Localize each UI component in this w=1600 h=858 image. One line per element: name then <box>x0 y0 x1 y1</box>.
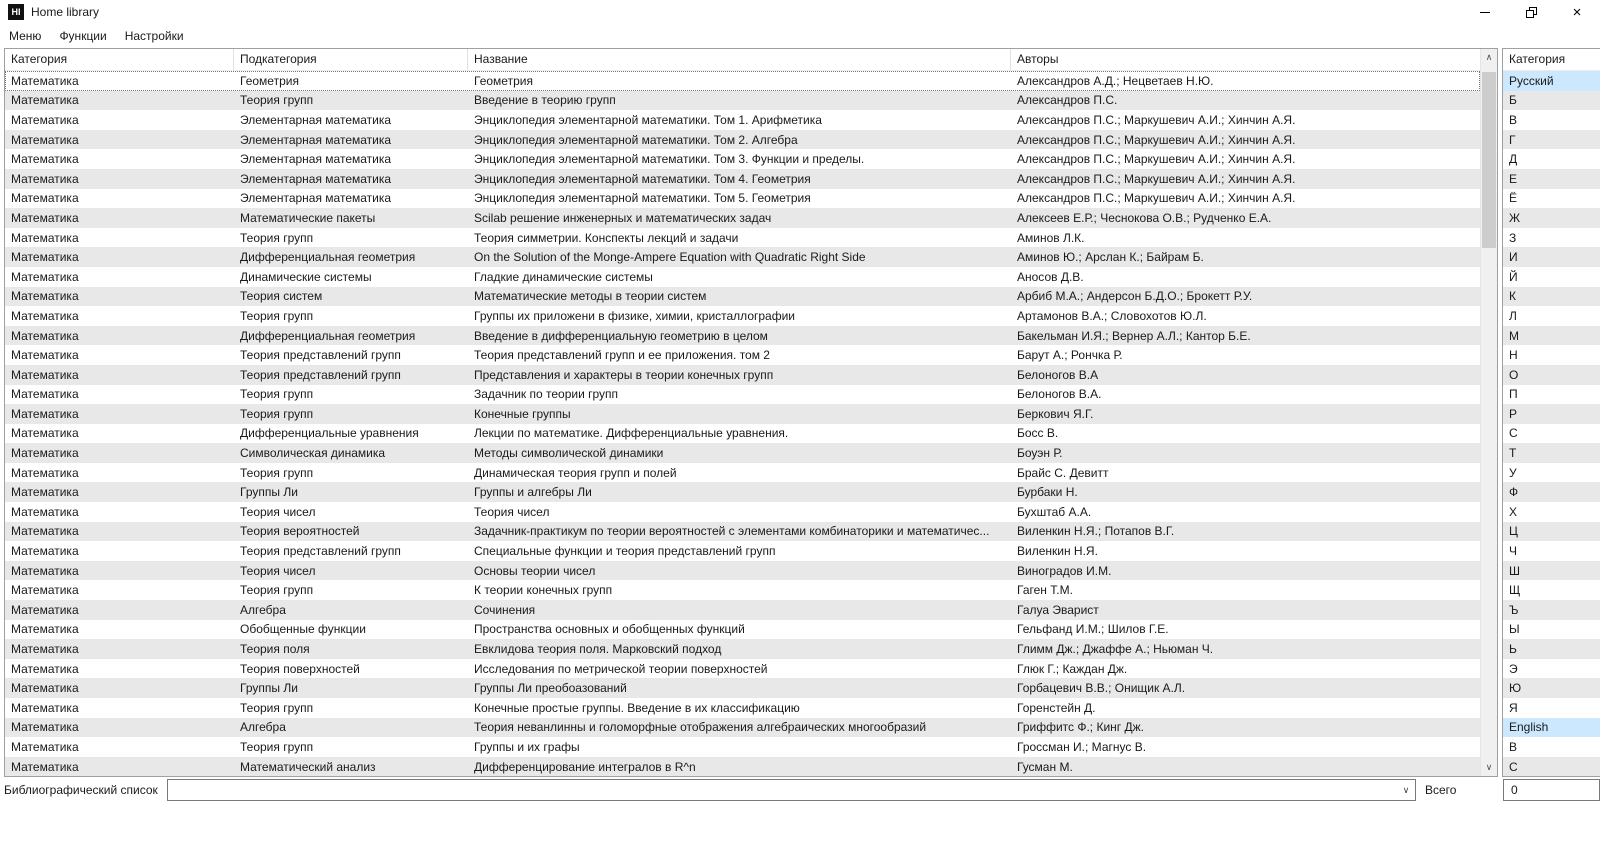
table-cell: Гаген Т.М. <box>1017 583 1073 598</box>
table-cell: Теория чисел <box>240 563 316 578</box>
table-cell: Математика <box>11 485 79 500</box>
table-cell: Александров П.С.; Маркушевич А.И.; Хинчин А.Я. <box>1017 171 1296 186</box>
table-cell: Специальные функции и теория представлений групп <box>474 544 776 559</box>
table-cell: Группы Ли преобоазований <box>474 681 627 696</box>
table-cell: Математика <box>11 720 79 735</box>
table-cell: Теория групп <box>240 308 314 323</box>
table-cell: Дифференциальные уравнения <box>240 426 419 441</box>
column-header-2[interactable]: Название <box>468 49 1011 70</box>
table-row[interactable] <box>5 718 1480 738</box>
table-cell: Математический анализ <box>240 759 376 774</box>
table-cell: Математика <box>11 191 79 206</box>
table-cell: Горбацевич В.В.; Онищик А.Л. <box>1017 681 1186 696</box>
app-logo-icon: HI <box>8 4 24 20</box>
table-cell: Задачник-практикум по теории вероятностей с элементами комбинаторики и математичес... <box>474 524 990 539</box>
scroll-up-button[interactable] <box>1481 49 1497 66</box>
table-row[interactable] <box>5 600 1480 620</box>
table-cell: Математика <box>11 367 79 382</box>
table-cell: Математика <box>11 524 79 539</box>
table-cell: Энциклопедия элементарной математики. Том 2. Алгебра <box>474 132 798 147</box>
sidebar-item[interactable]: Д <box>1503 149 1600 169</box>
restore-icon <box>1526 7 1537 18</box>
sidebar-item[interactable]: Ъ <box>1503 600 1600 620</box>
minimize-icon <box>1480 12 1490 13</box>
table-cell: Математические методы в теории систем <box>474 289 707 304</box>
menu-item-2[interactable]: Настройки <box>124 28 184 43</box>
table-cell: Алексеев Е.Р.; Чеснокова О.В.; Рудченко Е.А. <box>1017 210 1272 225</box>
table-cell: Теория поверхностей <box>240 661 360 676</box>
table-cell: Математика <box>11 759 79 774</box>
menu-bar <box>0 24 1600 47</box>
table-cell: Элементарная математика <box>240 152 392 167</box>
table-cell: Математика <box>11 465 79 480</box>
bibliography-combobox[interactable] <box>167 779 1416 801</box>
table-cell: Математика <box>11 406 79 421</box>
table-cell: Математика <box>11 387 79 402</box>
sidebar-item[interactable]: М <box>1503 326 1600 346</box>
scroll-up-icon: ∧ <box>1485 52 1493 62</box>
table-row[interactable] <box>5 522 1480 542</box>
scroll-down-button[interactable] <box>1481 759 1497 776</box>
table-row[interactable] <box>5 404 1480 424</box>
category-sidebar <box>1502 48 1600 777</box>
table-cell: Брайс С. Девитт <box>1017 465 1109 480</box>
table-row[interactable] <box>5 71 1480 91</box>
table-cell: Динамические системы <box>240 269 372 284</box>
table-cell: Александров П.С.; Маркушевич А.И.; Хинчин А.Я. <box>1017 112 1296 127</box>
table-cell: Теория групп <box>240 739 314 754</box>
table-row[interactable] <box>5 482 1480 502</box>
sidebar-item[interactable]: З <box>1503 228 1600 248</box>
table-row[interactable] <box>5 443 1480 463</box>
table-cell: Математика <box>11 289 79 304</box>
table-cell: Босс В. <box>1017 426 1059 441</box>
table-cell: Введение в дифференциальную геометрию в целом <box>474 328 768 343</box>
table-row[interactable] <box>5 385 1480 405</box>
table-cell: Математические пакеты <box>240 210 376 225</box>
bottom-bar <box>0 779 1600 802</box>
table-cell: Теория систем <box>240 289 323 304</box>
sidebar-item[interactable]: Русский <box>1503 71 1600 91</box>
table-cell: Виноградов И.М. <box>1017 563 1112 578</box>
table-cell: Энциклопедия элементарной математики. Том 1. Арифметика <box>474 112 822 127</box>
books-table <box>4 48 1498 777</box>
sidebar-item[interactable]: О <box>1503 365 1600 385</box>
sidebar-item[interactable]: Б <box>1503 91 1600 111</box>
table-row[interactable] <box>5 287 1480 307</box>
table-row[interactable] <box>5 424 1480 444</box>
sidebar-item[interactable]: Ь <box>1503 639 1600 659</box>
table-cell: Теория групп <box>240 93 314 108</box>
table-row[interactable] <box>5 110 1480 130</box>
table-cell: Белоногов В.А <box>1017 367 1099 382</box>
table-cell: Энциклопедия элементарной математики. Том 3. Функции и пределы. <box>474 152 865 167</box>
sidebar-item[interactable]: К <box>1503 287 1600 307</box>
table-cell: Глимм Дж.; Джаффе А.; Ньюман Ч. <box>1017 642 1214 657</box>
table-cell: Группы и их графы <box>474 739 580 754</box>
table-cell: Бухштаб А.А. <box>1017 504 1092 519</box>
table-cell: Теория представлений групп <box>240 348 401 363</box>
table-cell: Виленкин Н.Я. <box>1017 544 1098 559</box>
table-row[interactable] <box>5 345 1480 365</box>
table-cell: К теории конечных групп <box>474 583 613 598</box>
table-cell: Теория групп <box>240 465 314 480</box>
table-cell: Виленкин Н.Я.; Потапов В.Г. <box>1017 524 1175 539</box>
table-row[interactable] <box>5 463 1480 483</box>
table-cell: Математика <box>11 602 79 617</box>
table-cell: Гусман М. <box>1017 759 1073 774</box>
sidebar-item[interactable]: В <box>1503 110 1600 130</box>
table-cell: Артамонов В.А.; Словохотов Ю.Л. <box>1017 308 1207 323</box>
table-row[interactable] <box>5 737 1480 757</box>
sidebar-header[interactable]: Категория <box>1503 49 1600 71</box>
title-bar <box>0 0 1600 24</box>
table-cell: Энциклопедия элементарной математики. Том 5. Геометрия <box>474 191 811 206</box>
table-cell: Аносов Д.В. <box>1017 269 1084 284</box>
table-cell: Геометрия <box>474 73 533 88</box>
sidebar-item[interactable]: И <box>1503 247 1600 267</box>
table-cell: Теория групп <box>240 406 314 421</box>
table-cell: Математика <box>11 210 79 225</box>
table-cell: Гриффитс Ф.; Кинг Дж. <box>1017 720 1144 735</box>
table-cell: Александров П.С.; Маркушевич А.И.; Хинчин А.Я. <box>1017 132 1296 147</box>
table-cell: Символическая динамика <box>240 446 386 461</box>
sidebar-item[interactable]: Е <box>1503 169 1600 189</box>
table-row[interactable] <box>5 169 1480 189</box>
table-cell: Математика <box>11 93 79 108</box>
menu-item-0[interactable]: Меню <box>9 28 42 43</box>
sidebar-item[interactable]: Ч <box>1503 541 1600 561</box>
table-row[interactable] <box>5 757 1480 776</box>
table-row[interactable] <box>5 659 1480 679</box>
table-cell: Математика <box>11 426 79 441</box>
table-row[interactable] <box>5 580 1480 600</box>
scroll-down-icon: ∨ <box>1485 762 1493 772</box>
table-cell: Алгебра <box>240 720 286 735</box>
total-count-field[interactable]: 0 <box>1503 779 1600 801</box>
table-cell: Гельфанд И.М.; Шилов Г.Е. <box>1017 622 1169 637</box>
table-cell: Элементарная математика <box>240 191 392 206</box>
table-cell: Теория чисел <box>474 504 550 519</box>
table-cell: Математика <box>11 328 79 343</box>
table-cell: Алгебра <box>240 602 286 617</box>
table-cell: Александров А.Д.; Нецветаев Н.Ю. <box>1017 73 1214 88</box>
table-cell: Лекции по математике. Дифференциальные уравнения. <box>474 426 789 441</box>
table-cell: Теория групп <box>240 700 314 715</box>
table-cell: Александров П.С. <box>1017 93 1118 108</box>
table-cell: Группы Ли <box>240 485 298 500</box>
table-cell: Математика <box>11 132 79 147</box>
table-cell: Математика <box>11 446 79 461</box>
table-cell: Геометрия <box>240 73 299 88</box>
table-cell: Бакельман И.Я.; Вернер А.Л.; Кантор Б.Е. <box>1017 328 1251 343</box>
sidebar-item[interactable]: Ш <box>1503 561 1600 581</box>
table-cell: Арбиб М.А.; Андерсон Б.Д.О.; Брокетт Р.У. <box>1017 289 1253 304</box>
table-cell: Горенстейн Д. <box>1017 700 1096 715</box>
sidebar-item[interactable]: Р <box>1503 404 1600 424</box>
table-cell: Динамическая теория групп и полей <box>474 465 677 480</box>
table-row[interactable] <box>5 306 1480 326</box>
table-cell: Дифференциальная геометрия <box>240 250 416 265</box>
restore-button[interactable] <box>1508 0 1554 24</box>
sidebar-item[interactable]: Э <box>1503 659 1600 679</box>
sidebar-item[interactable]: У <box>1503 463 1600 483</box>
sidebar-item[interactable]: С <box>1503 424 1600 444</box>
table-cell: Математика <box>11 661 79 676</box>
table-cell: Группы Ли <box>240 681 298 696</box>
sidebar-list <box>1503 71 1600 776</box>
table-cell: Александров П.С.; Маркушевич А.И.; Хинчин А.Я. <box>1017 191 1296 206</box>
table-cell: Обобщенные функции <box>240 622 366 637</box>
table-row[interactable] <box>5 561 1480 581</box>
sidebar-item[interactable]: Н <box>1503 345 1600 365</box>
table-row[interactable] <box>5 678 1480 698</box>
table-cell: Математика <box>11 73 79 88</box>
table-row[interactable] <box>5 247 1480 267</box>
table-cell: Введение в теорию групп <box>474 93 616 108</box>
table-cell: Дифференцирование интегралов в R^n <box>474 759 696 774</box>
sidebar-item[interactable]: Г <box>1503 130 1600 150</box>
column-header-1[interactable]: Подкатегория <box>234 49 468 70</box>
sidebar-item[interactable]: English <box>1503 718 1600 738</box>
table-cell: Энциклопедия элементарной математики. Том 4. Геометрия <box>474 171 811 186</box>
table-cell: Элементарная математика <box>240 112 392 127</box>
table-row[interactable] <box>5 698 1480 718</box>
table-cell: Гладкие динамические системы <box>474 269 653 284</box>
table-cell: Методы символической динамики <box>474 446 664 461</box>
minimize-button[interactable] <box>1462 0 1508 24</box>
table-cell: Евклидова теория поля. Марковский подход <box>474 642 722 657</box>
table-cell: Представления и характеры в теории конечных групп <box>474 367 774 382</box>
column-header-3[interactable]: Авторы <box>1017 52 1059 66</box>
table-row[interactable] <box>5 541 1480 561</box>
sidebar-item[interactable]: Ё <box>1503 189 1600 209</box>
table-row[interactable] <box>5 228 1480 248</box>
table-cell: Конечные простые группы. Введение в их классификацию <box>474 700 800 715</box>
sidebar-item[interactable]: Й <box>1503 267 1600 287</box>
table-cell: Математика <box>11 681 79 696</box>
table-row[interactable] <box>5 620 1480 640</box>
table-cell: Математика <box>11 563 79 578</box>
table-cell: Конечные группы <box>474 406 571 421</box>
sidebar-item[interactable]: Я <box>1503 698 1600 718</box>
sidebar-item[interactable]: Ы <box>1503 620 1600 640</box>
table-cell: Группы и алгебры Ли <box>474 485 592 500</box>
table-cell: Теория симметрии. Конспекты лекций и задачи <box>474 230 739 245</box>
sidebar-item[interactable]: Ю <box>1503 678 1600 698</box>
table-cell: Математика <box>11 250 79 265</box>
table-cell: Математика <box>11 739 79 754</box>
sidebar-item[interactable]: Т <box>1503 443 1600 463</box>
table-cell: Математика <box>11 152 79 167</box>
sidebar-item[interactable]: Щ <box>1503 580 1600 600</box>
sidebar-item[interactable]: Ж <box>1503 208 1600 228</box>
table-cell: Теория поля <box>240 642 310 657</box>
table-cell: Scilab решение инженерных и математических задач <box>474 210 772 225</box>
table-cell: Теория групп <box>240 387 314 402</box>
table-cell: Теория вероятностей <box>240 524 360 539</box>
table-cell: Пространства основных и обобщенных функций <box>474 622 745 637</box>
scrollbar-thumb[interactable] <box>1482 72 1496 248</box>
table-cell: On the Solution of the Monge-Ampere Equation with Quadratic Right Side <box>474 250 866 265</box>
table-cell: Теория представлений групп <box>240 544 401 559</box>
menu-item-1[interactable]: Функции <box>59 28 107 43</box>
column-header-0[interactable]: Категория <box>5 49 234 70</box>
table-header <box>5 49 1497 71</box>
sidebar-item[interactable]: П <box>1503 385 1600 405</box>
table-cell: Элементарная математика <box>240 132 392 147</box>
window-controls <box>1462 0 1600 24</box>
table-row[interactable] <box>5 208 1480 228</box>
table-row[interactable] <box>5 149 1480 169</box>
table-cell: Александров П.С.; Маркушевич А.И.; Хинчин А.Я. <box>1017 152 1296 167</box>
table-cell: Белоногов В.А. <box>1017 387 1102 402</box>
table-vertical-scrollbar[interactable] <box>1480 49 1497 776</box>
table-cell: Элементарная математика <box>240 171 392 186</box>
window-title: Home library <box>31 5 100 19</box>
sidebar-item[interactable]: C <box>1503 757 1600 777</box>
table-cell: Математика <box>11 230 79 245</box>
sidebar-item[interactable]: Х <box>1503 502 1600 522</box>
table-cell: Математика <box>11 642 79 657</box>
table-cell: Теория представлений групп и ее приложения. том 2 <box>474 348 770 363</box>
table-cell: Сочинения <box>474 602 536 617</box>
table-cell: Математика <box>11 171 79 186</box>
table-cell: Аминов Л.К. <box>1017 230 1085 245</box>
total-label: Всего <box>1425 783 1457 797</box>
table-cell: Бурбаки Н. <box>1017 485 1078 500</box>
table-row[interactable] <box>5 639 1480 659</box>
table-cell: Барут А.; Рончка Р. <box>1017 348 1123 363</box>
table-cell: Теория чисел <box>240 504 316 519</box>
table-cell: Математика <box>11 544 79 559</box>
table-cell: Гроссман И.; Магнус В. <box>1017 739 1147 754</box>
table-cell: Теория групп <box>240 583 314 598</box>
table-row[interactable] <box>5 267 1480 287</box>
close-icon: × <box>1572 3 1582 21</box>
table-cell: Теория групп <box>240 230 314 245</box>
table-cell: Галуа Эварист <box>1017 602 1099 617</box>
table-row[interactable] <box>5 189 1480 209</box>
table-row[interactable] <box>5 91 1480 111</box>
table-cell: Математика <box>11 583 79 598</box>
close-button[interactable] <box>1554 0 1600 24</box>
table-cell: Задачник по теории групп <box>474 387 619 402</box>
table-cell: Математика <box>11 112 79 127</box>
bibliography-label: Библиографический список <box>4 783 158 797</box>
table-cell: Глюк Г.; Каждан Дж. <box>1017 661 1128 676</box>
table-cell: Группы их приложени в физике, химии, кристаллографии <box>474 308 795 323</box>
sidebar-item[interactable]: B <box>1503 737 1600 757</box>
table-cell: Исследования по метрической теории поверхностей <box>474 661 768 676</box>
table-cell: Дифференциальная геометрия <box>240 328 416 343</box>
table-cell: Математика <box>11 269 79 284</box>
sidebar-item[interactable]: Ц <box>1503 522 1600 542</box>
table-row[interactable] <box>5 365 1480 385</box>
table-cell: Основы теории чисел <box>474 563 596 578</box>
table-cell: Беркович Я.Г. <box>1017 406 1094 421</box>
table-body <box>5 71 1480 776</box>
table-cell: Теория неванлинны и голоморфные отображения алгебраических многообразий <box>474 720 927 735</box>
table-cell: Математика <box>11 504 79 519</box>
table-row[interactable] <box>5 326 1480 346</box>
sidebar-item[interactable]: Л <box>1503 306 1600 326</box>
table-cell: Теория представлений групп <box>240 367 401 382</box>
table-row[interactable] <box>5 130 1480 150</box>
table-cell: Математика <box>11 700 79 715</box>
sidebar-item[interactable]: Ф <box>1503 482 1600 502</box>
table-cell: Математика <box>11 348 79 363</box>
table-cell: Аминов Ю.; Арслан К.; Байрам Б. <box>1017 250 1204 265</box>
table-cell: Математика <box>11 622 79 637</box>
table-cell: Математика <box>11 308 79 323</box>
table-row[interactable] <box>5 502 1480 522</box>
table-cell: Боуэн Р. <box>1017 446 1063 461</box>
dropdown-icon: ∨ <box>1402 784 1410 795</box>
